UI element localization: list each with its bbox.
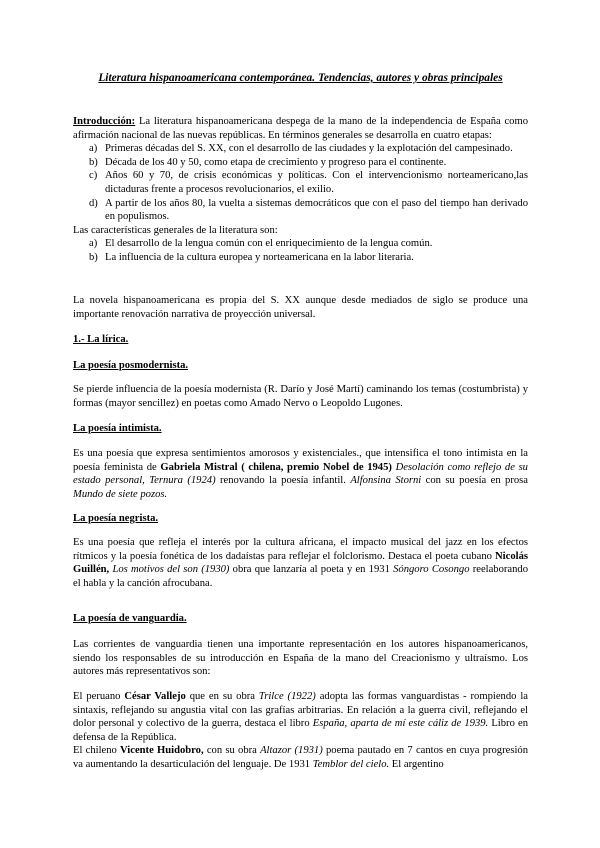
stages-list (73, 142, 528, 224)
author-name: Nicolás Guillén, (73, 550, 528, 576)
huidobro-paragraph: El chileno Vicente Huidobro, con su obra Altazor (1931) poema pautado en 7 cantos en cuya progresión va aumentando la desarticulación del lenguaje. De 1931 Temblor del cielo. El argentino (73, 745, 528, 770)
work-title: España, aparta de mí este cáliz de 1939. (312, 718, 489, 730)
negrista-heading: La poesía negrista. (73, 513, 159, 524)
novel-paragraph: La novela hispanoamericana es propia del S. XX aunque desde mediados de siglo se produce una importante renovación narrativa de proyección universal. (73, 295, 528, 320)
list-item: d) A partir de los años 80, la vuelta a sistemas democráticos que con el paso del tiempo han derivado en populismos. (89, 197, 528, 223)
lirica-heading: 1.- La lírica. (73, 334, 129, 345)
list-item: c) Años 60 y 70, de crisis económicas y políticas. Con el intervencionismo norteamericano,las dictaduras frente a procesos revolucionarios, el exilio. (89, 170, 528, 195)
document-title: Literatura hispanoamericana contemporánea. Tendencias, autores y obras principales (98, 72, 503, 84)
work-title: Altazor (1931) (260, 745, 323, 756)
intimista-heading: La poesía intimista. (73, 423, 162, 434)
intro-label: Introducción: (73, 116, 136, 127)
list-item: b) La influencia de la cultura europea y norteamericana en la labor literaria. (89, 251, 414, 263)
vanguardia-heading: La poesía de vanguardia. (73, 613, 187, 624)
vallejo-paragraph: El peruano César Vallejo que en su obra Trilce (1922) adopta las formas vanguardistas - rompiendo la sintaxis, reflejando su angustia vital con las grafías arbitrarias. En relación a la guerra civil, reflejando el dolor personal y colectivo de la guerra, destaca el libro España, aparta de mí este cáliz de 1939. Libro en defensa de la República. (73, 691, 528, 743)
features-list (73, 237, 528, 264)
intro-paragraph (73, 115, 528, 142)
list-item: a) El desarrollo de la lengua común con el enriquecimiento de la lengua común. (89, 238, 433, 250)
work-title: Sóngoro Cosongo (393, 564, 470, 576)
posmodernista-heading: La poesía posmodernista. (73, 360, 189, 371)
intro-text: La literatura hispanoamericana despega de la mano de la independencia de España como afirmación nacional de las nuevas repúblicas. En términos generales se desarrolla en cuatro etapas: (73, 116, 528, 141)
vanguardia-paragraph: Las corrientes de vanguardia tienen una importante representación en los autores hispanoamericanos, siendo los responsables de su introducción en España de la mano del Creacionismo y ultraísmo. Los autores más representativos son: (73, 639, 528, 678)
author-name: Gabriela Mistral ( chilena, premio Nobel de 1945) (160, 461, 392, 473)
author-name: César Vallejo (124, 691, 186, 702)
work-title: Trilce (1922) (258, 691, 316, 702)
work-title: Los motivos del son (1930) (112, 564, 230, 576)
work-title: Desolación como reflejo de su estado personal, Ternura (1924) (73, 461, 528, 487)
list-item: b) Década de los 40 y 50, como etapa de crecimiento y progreso para el continente. (89, 156, 447, 168)
author-name: Vicente Huidobro, (120, 745, 204, 756)
work-title: Mundo de siete pozos. (73, 488, 168, 500)
introduction-section (73, 115, 528, 265)
posmodernista-paragraph: Se pierde influencia de la poesía modernista (R. Darío y José Martí) caminando los temas (costumbrista) y formas (mayor sencillez) en poetas como Amado Nervo o Leopoldo Lugones. (73, 384, 528, 409)
work-title: Temblor del cielo. (312, 758, 390, 770)
intimista-paragraph: Es una poesía que expresa sentimientos amorosos y existenciales., que intensifica el tono intimista en la poesía feminista de Gabriela Mistral ( chilena, premio Nobel de 1945) Desolación como reflejo de su estado personal, Ternura (1924) renovando la poesía infantil. Alfonsina Storni con su poesía en prosa Mundo de siete pozos. (73, 448, 528, 500)
features-intro: Las características generales de la literatura son: (73, 224, 278, 236)
author-name: Alfonsina Storni (350, 475, 422, 487)
list-item: a) Primeras décadas del S. XX, con el desarrollo de las ciudades y la explotación del campesinado. (89, 143, 513, 155)
negrista-paragraph: Es una poesía que refleja el interés por la cultura africana, el impacto musical del jazz en los efectos rítmicos y la poesía fonética de los dadaístas para reflejar el folclorismo. Destaca el poeta cubano Nicolás Guillén, Los motivos del son (1930) obra que lanzaría al poeta y en 1931 Sóngoro Cosongo reelaborando el habla y la canción afrocubana. (73, 537, 529, 589)
